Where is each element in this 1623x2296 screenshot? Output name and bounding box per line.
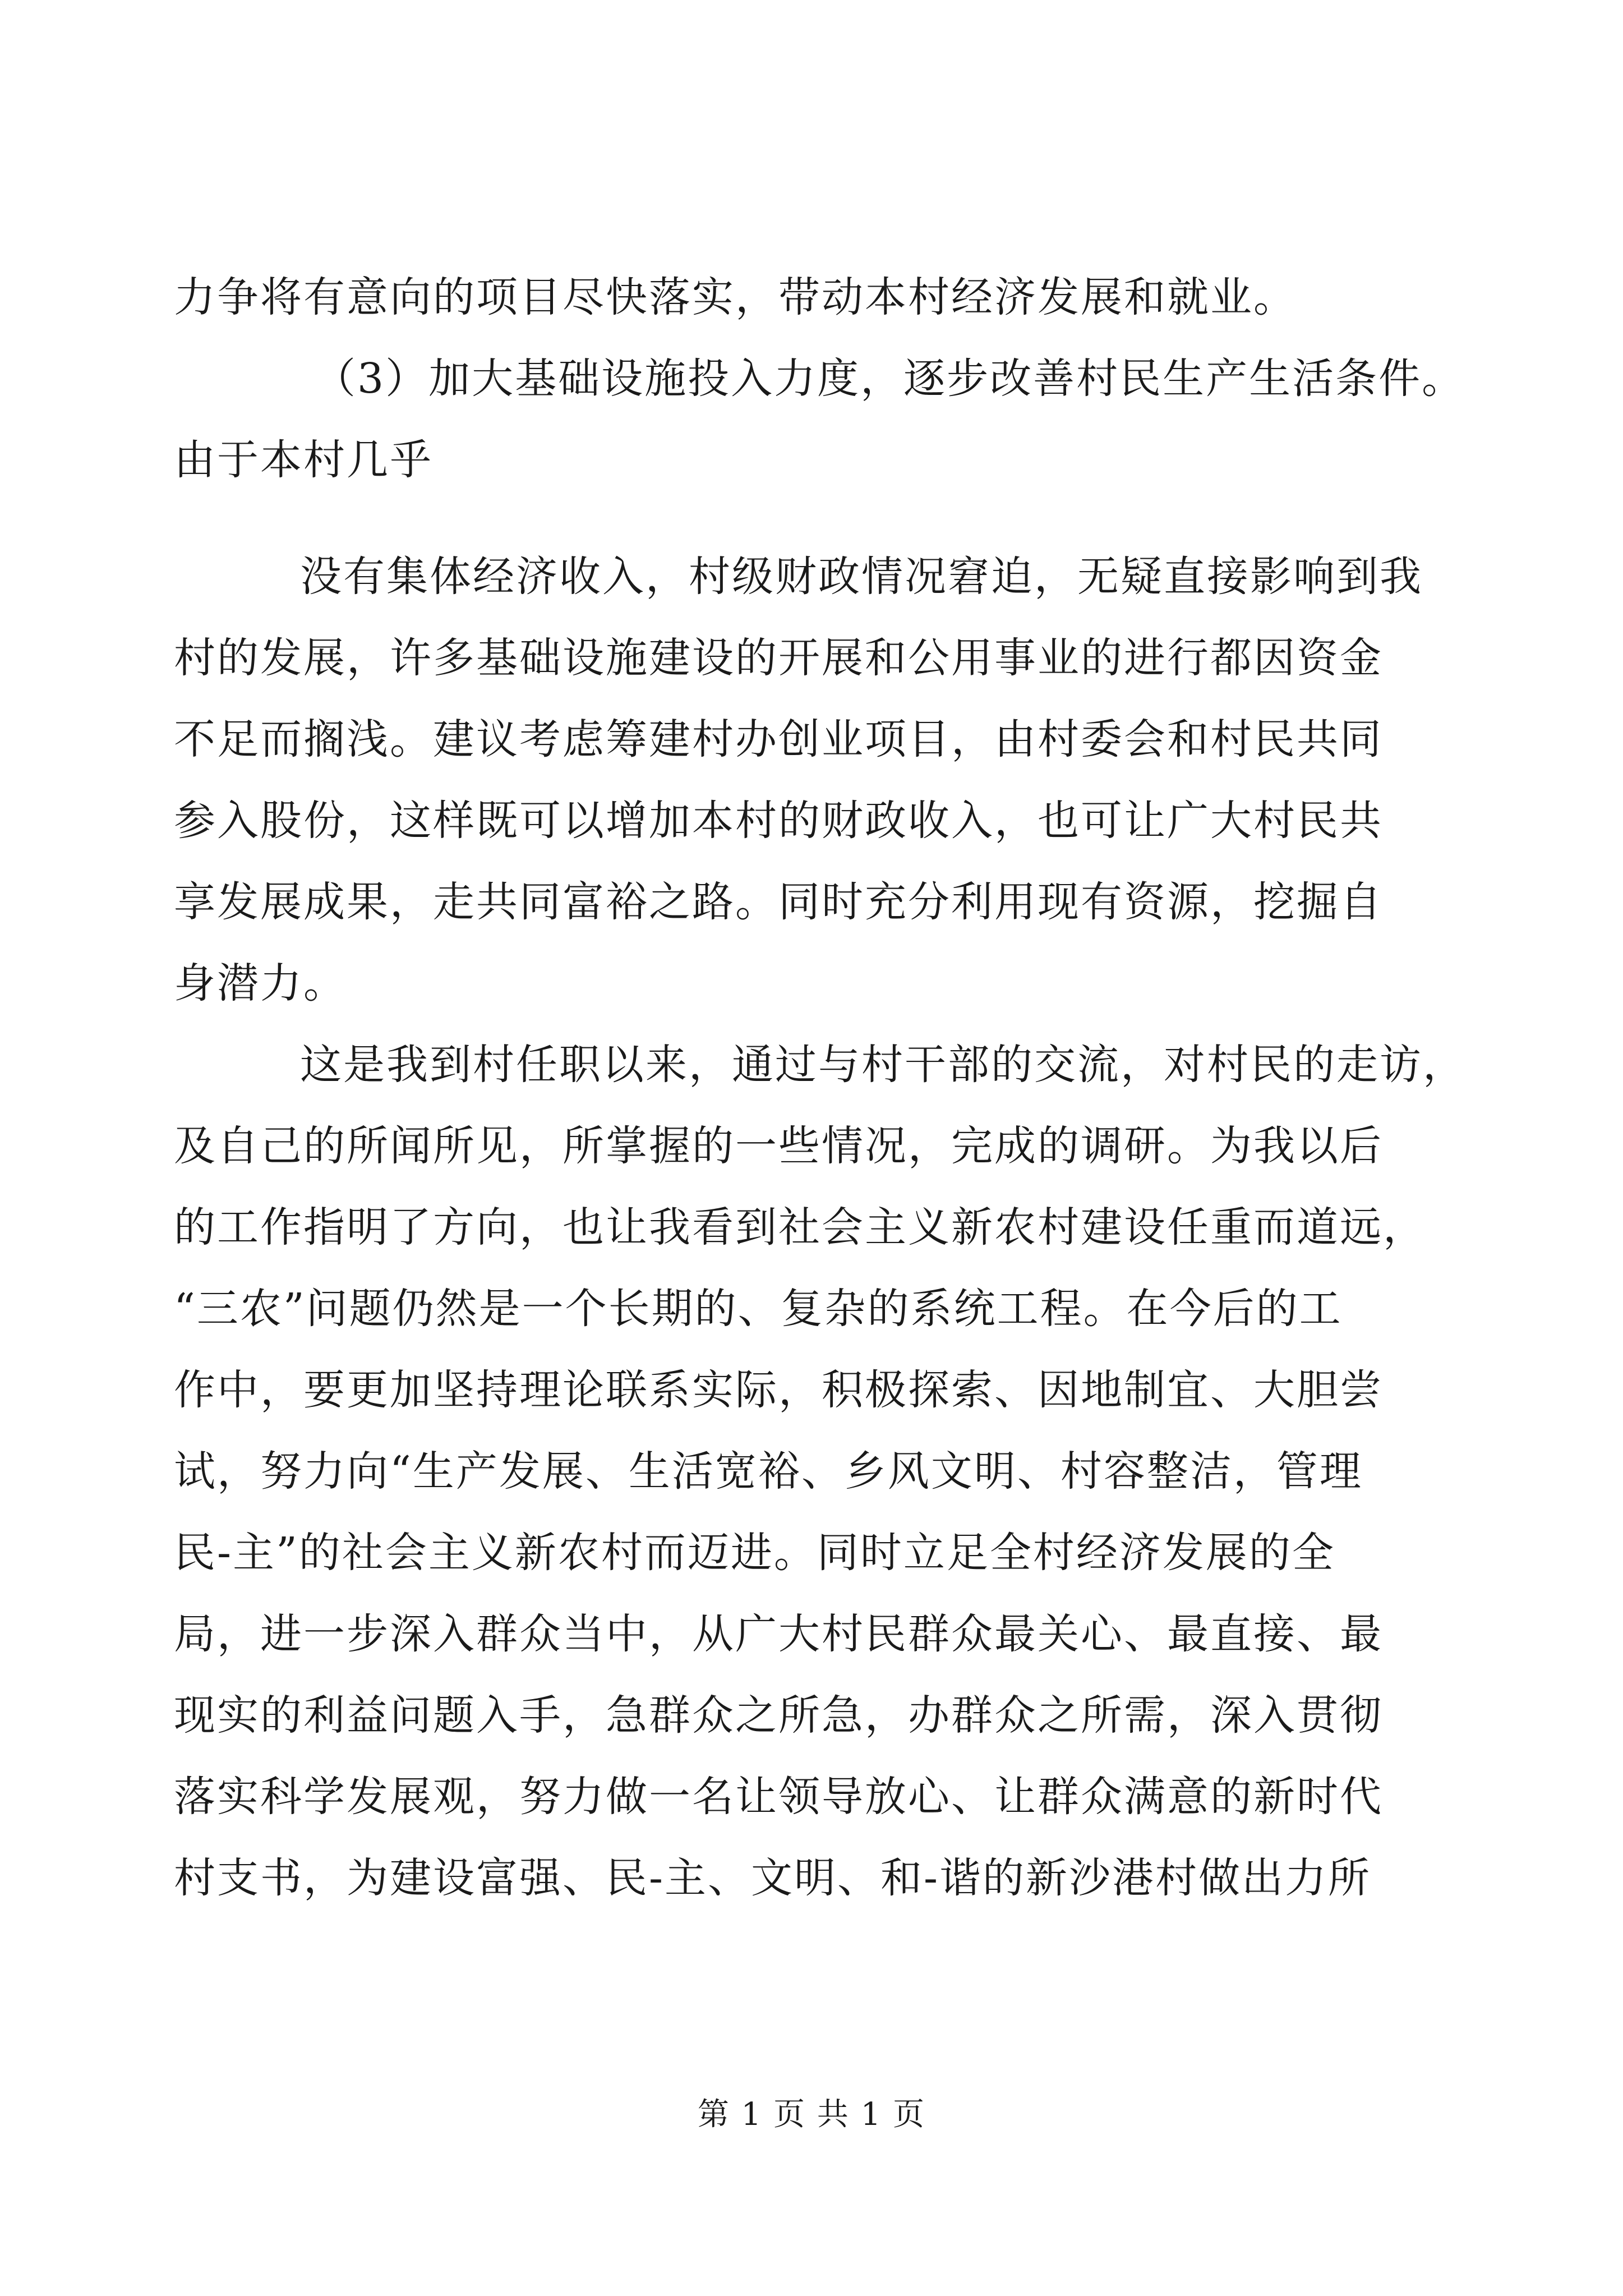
text-line: 身潜力。	[174, 959, 347, 1007]
text-line: 民-主”的社会主义新农村而迈进。同时立足全村经济发展的全	[174, 1529, 1335, 1577]
text-line: 作中，要更加坚持理论联系实际，积极探索、因地制宜、大胆尝	[174, 1366, 1383, 1414]
text-line: 试，努力向“生产发展、生活宽裕、乡风文明、村容整洁，管理	[174, 1447, 1363, 1496]
text-line: 这是我到村任职以来，通过与村干部的交流，对村民的走访，	[300, 1041, 1466, 1089]
text-line: 享发展成果，走共同富裕之路。同时充分利用现有资源，挖掘自	[174, 878, 1383, 926]
text-line: 没有集体经济收入，村级财政情况窘迫，无疑直接影响到我	[300, 553, 1423, 601]
text-line: “三农”问题仍然是一个长期的、复杂的系统工程。在今后的工	[174, 1285, 1343, 1333]
text-line: 力争将有意向的项目尽快落实，带动本村经济发展和就业。	[174, 273, 1297, 321]
text-line: （3）加大基础设施投入力度，逐步改善村民生产生活条件。	[314, 355, 1465, 403]
text-line: 村的发展，许多基础设施建设的开展和公用事业的进行都因资金	[174, 634, 1383, 682]
text-line: 局，进一步深入群众当中，从广大村民群众最关心、最直接、最	[174, 1610, 1383, 1658]
text-line: 不足而搁浅。建议考虑筹建村办创业项目，由村委会和村民共同	[174, 715, 1383, 763]
text-line: 现实的利益问题入手，急群众之所急，办群众之所需，深入贯彻	[174, 1691, 1383, 1740]
text-line: 由于本村几乎	[174, 436, 433, 484]
text-line: 及自己的所闻所见，所掌握的一些情况，完成的调研。为我以后	[174, 1122, 1383, 1170]
text-line: 参入股份，这样既可以增加本村的财政收入，也可让广大村民共	[174, 797, 1383, 845]
page-footer: 第 1 页 共 1 页	[697, 2096, 926, 2133]
text-line: 村支书，为建设富强、民-主、文明、和-谐的新沙港村做出力所	[174, 1854, 1372, 1902]
text-line: 落实科学发展观，努力做一名让领导放心、让群众满意的新时代	[174, 1773, 1383, 1821]
text-line: 的工作指明了方向，也让我看到社会主义新农村建设任重而道远，	[174, 1203, 1426, 1251]
